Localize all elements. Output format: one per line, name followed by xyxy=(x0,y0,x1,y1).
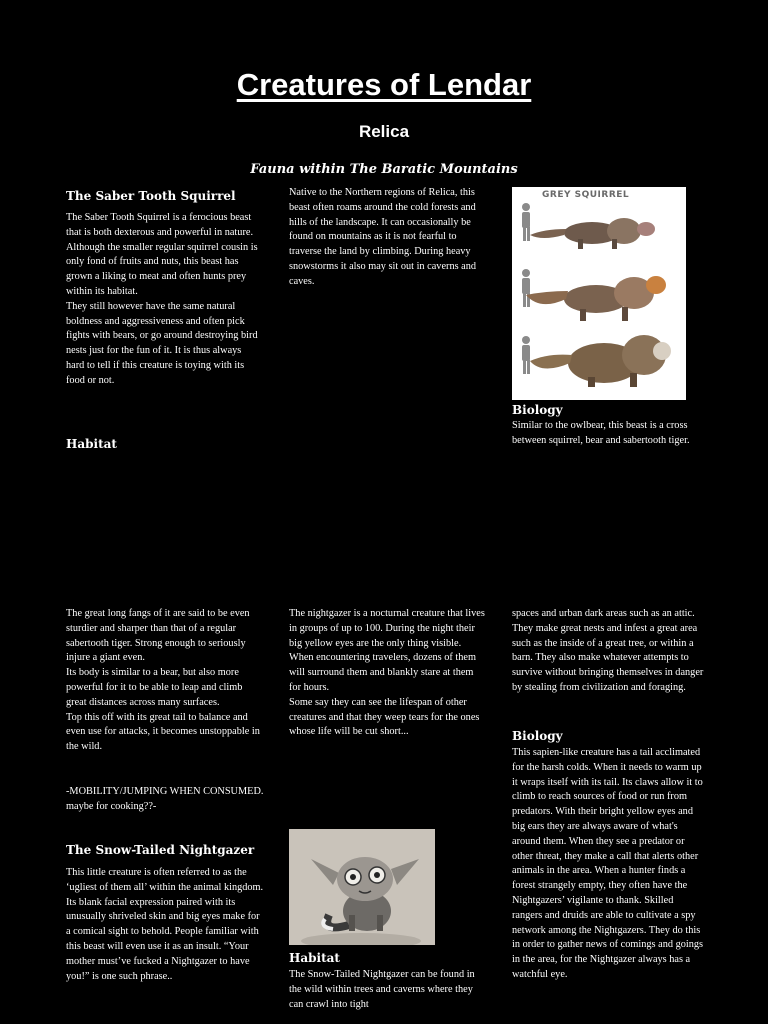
nightgazer-intro: This little creature is often referred to as the ‘ugliest of them all’ within the animal kingdom. Its blank facial expression paired with its unusually shriveled skin and big eyes make for a comical sight to behold. People familiar with this beast will even use it as an insult. “Your mother must’ve fucked a Nightgazer to have you!” is one such phrase.. xyxy=(66,867,264,982)
nightgazer-drawing-icon xyxy=(289,829,435,945)
squirrel-habitat-text: Native to the Northern regions of Relica, this beast often roams around the cold forests and hills of the landscape. It can occasionally be found on mountains as it is not fearful to traverse the land by climbing. During heavy snowstorms it also may sit out in caverns and caves. xyxy=(289,187,477,287)
squirrel-illustration-caption: GREY SQUIRREL xyxy=(542,190,630,200)
nightgazer-biology-heading: Biology xyxy=(512,729,563,743)
nightgazer-illustration xyxy=(289,829,435,945)
region-subtitle: Relica xyxy=(358,122,410,141)
squirrel-habitat-heading: Habitat xyxy=(66,437,117,451)
nightgazer-heading: The Snow-Tailed Nightgazer xyxy=(66,843,255,857)
nightgazer-description: The nightgazer is a nocturnal creature that lives in groups of up to 100. During the night their big yellow eyes are the only thing visible. When encountering travelers, dozens of them will surround them and blankly stare at them for hours. Some say they can see the lifespan of other creatures and that they weep tears for the ones whose life will be cut short... xyxy=(289,608,485,738)
nightgazer-habitat-continued: spaces and urban dark areas such as an attic. They make great nests and infest a great area such as the inside of a great tree, or within a barn. They also make whatever attempts to survive without bringing themselves in danger by stealing from civilization and foraging. xyxy=(512,608,704,693)
page-title: Creatures of Lendar xyxy=(236,67,532,102)
squirrel-biology-heading: Biology xyxy=(512,403,563,417)
squirrel-drawing-icon xyxy=(512,187,686,400)
nightgazer-biology-text: This sapien-like creature has a tail acclimated for the harsh colds. When it needs to warm up it wraps itself with its tail. Its claws allow it to climb to reach sources of food or run from predators. With their bright yellow eyes and big ears they are always aware of what's around them. When they see a predator or other threat, they make a call that alerts other animals in the area. When a hunter finds a forest strangely empty, they often have the Nightgazers’ vigilante to thank. Skilled rangers and druids are able to cultivate a spy network among the Nightgazers. They do this in order to gather news of comings and goings in the area, for the Nightgazer always has a watchful eye. xyxy=(512,747,704,980)
section-subheading: Fauna within The Baratic Mountains xyxy=(250,162,518,177)
nightgazer-habitat-text: The Snow-Tailed Nightgazer can be found in the wild within trees and caverns where they can crawl into tight xyxy=(289,969,475,1010)
squirrel-illustration xyxy=(512,187,686,400)
squirrel-heading: The Saber Tooth Squirrel xyxy=(66,189,236,203)
squirrel-abilities-text: The great long fangs of it are said to be even sturdier and sharper than that of a regular sabertooth tiger. Strong enough to seriously injure a giant even. Its body is similar to a bear, but also more powerful for it to be able to leap and climb great distances across many surfaces. Top this off with its great tail to balance and even use for attacks, it becomes unstoppable in the wild. xyxy=(66,608,260,753)
squirrel-note: -MOBILITY/JUMPING WHEN CONSUMED. maybe for cooking??- xyxy=(66,786,264,812)
nightgazer-habitat-heading: Habitat xyxy=(289,951,340,965)
squirrel-biology-text: Similar to the owlbear, this beast is a cross between squirrel, bear and sabertooth tiger. xyxy=(512,420,690,446)
squirrel-intro: The Saber Tooth Squirrel is a ferocious beast that is both dexterous and powerful in nature. Although the smaller regular squirrel cousin is only fond of fruits and nuts, this beast has grown a liking to meat and often hunts prey within its habitat. They still however have the same natural boldness and aggressiveness and often pick fights with bears, or go around destroying bird nests just for the fun of it. It is thus always hard to tell if this creature is toying with its food or not. xyxy=(66,212,258,386)
